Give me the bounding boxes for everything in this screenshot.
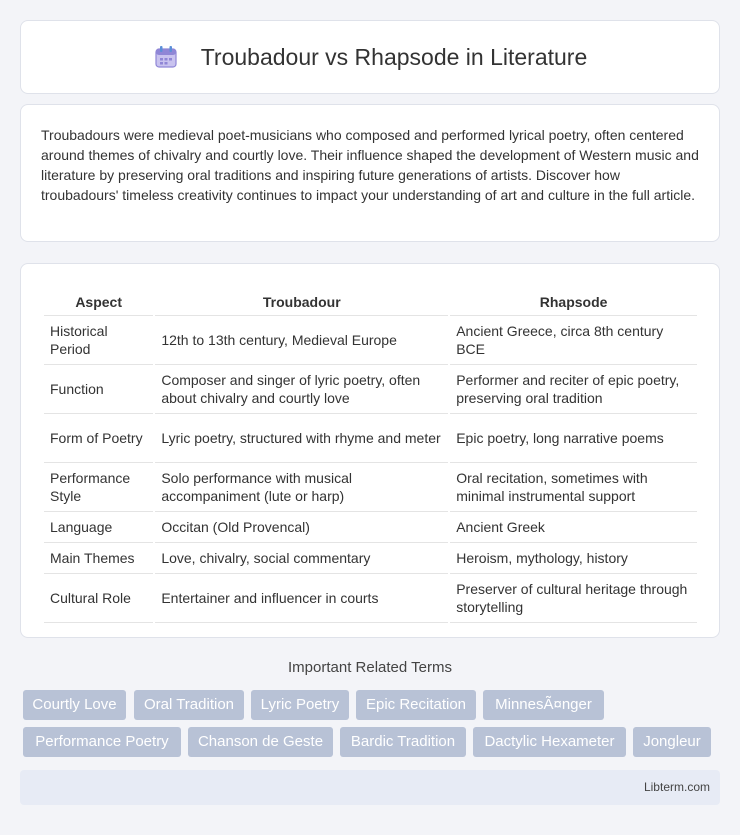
table-cell: Historical Period xyxy=(44,316,153,365)
table-row xyxy=(44,543,697,574)
footer-site-link[interactable]: Libterm.com xyxy=(643,780,710,794)
footer xyxy=(20,770,720,805)
table-row xyxy=(44,365,697,414)
table-cell: Main Themes xyxy=(44,543,153,574)
table-cell: Cultural Role xyxy=(44,574,153,623)
table-cell: Function xyxy=(44,365,153,414)
table-row xyxy=(44,512,697,543)
table-row xyxy=(44,574,697,623)
comparison-table-card xyxy=(20,263,720,638)
table-cell: Epic poetry, long narrative poems xyxy=(450,414,697,463)
tag-lyric-poetry[interactable]: Lyric Poetry xyxy=(251,690,349,720)
table-cell: Love, chivalry, social commentary xyxy=(155,543,448,574)
comparison-table xyxy=(42,284,699,623)
tag-epic-recitation[interactable]: Epic Recitation xyxy=(356,690,476,720)
tag-performance-poetry[interactable]: Performance Poetry xyxy=(23,727,181,757)
page-title: Troubadour vs Rhapsode in Literature xyxy=(200,43,588,70)
tag-minnesanger[interactable]: MinnesÃ¤nger xyxy=(483,690,604,720)
related-terms-title: Important Related Terms xyxy=(288,659,452,676)
tag-chanson-de-geste[interactable]: Chanson de Geste xyxy=(188,727,333,757)
tag-dactylic-hexameter[interactable]: Dactylic Hexameter xyxy=(473,727,626,757)
table-cell: Composer and singer of lyric poetry, often about chivalry and courtly love xyxy=(155,365,448,414)
table-cell: Occitan (Old Provencal) xyxy=(155,512,448,543)
table-cell: Performance Style xyxy=(44,463,153,512)
intro-card xyxy=(20,104,720,242)
intro-text: Troubadours were medieval poet-musicians who composed and performed lyrical poetry, often centered around themes of chivalry and courtly love. Their influence shaped the development of Western music and literature by preserving oral traditions and inspiring future generations of artists. Discover how troubadours' timeless creativity continues to impact your understanding of art and culture in the full article. xyxy=(41,127,699,203)
table-cell: Form of Poetry xyxy=(44,414,153,463)
table-cell: Lyric poetry, structured with rhyme and meter xyxy=(155,414,448,463)
table-cell: Heroism, mythology, history xyxy=(450,543,697,574)
table-cell: Preserver of cultural heritage through storytelling xyxy=(450,574,697,623)
table-row xyxy=(44,316,697,365)
table-cell: Ancient Greece, circa 8th century BCE xyxy=(450,316,697,365)
calendar-icon xyxy=(153,44,179,70)
header-rhapsode: Rhapsode xyxy=(450,284,697,316)
table-row xyxy=(44,463,697,512)
table-cell: Entertainer and influencer in courts xyxy=(155,574,448,623)
table-cell: Performer and reciter of epic poetry, preserving oral tradition xyxy=(450,365,697,414)
tag-oral-tradition[interactable]: Oral Tradition xyxy=(134,690,244,720)
table-cell: Solo performance with musical accompaniment (lute or harp) xyxy=(155,463,448,512)
table-cell: 12th to 13th century, Medieval Europe xyxy=(155,316,448,365)
tag-jongleur[interactable]: Jongleur xyxy=(633,727,711,757)
table-row xyxy=(44,414,697,463)
header-aspect: Aspect xyxy=(44,284,153,316)
table-cell: Language xyxy=(44,512,153,543)
title-card xyxy=(20,20,720,94)
table-cell: Oral recitation, sometimes with minimal instrumental support xyxy=(450,463,697,512)
tag-courtly-love[interactable]: Courtly Love xyxy=(23,690,126,720)
header-troubadour: Troubadour xyxy=(155,284,448,316)
tag-bardic-tradition[interactable]: Bardic Tradition xyxy=(340,727,466,757)
table-cell: Ancient Greek xyxy=(450,512,697,543)
